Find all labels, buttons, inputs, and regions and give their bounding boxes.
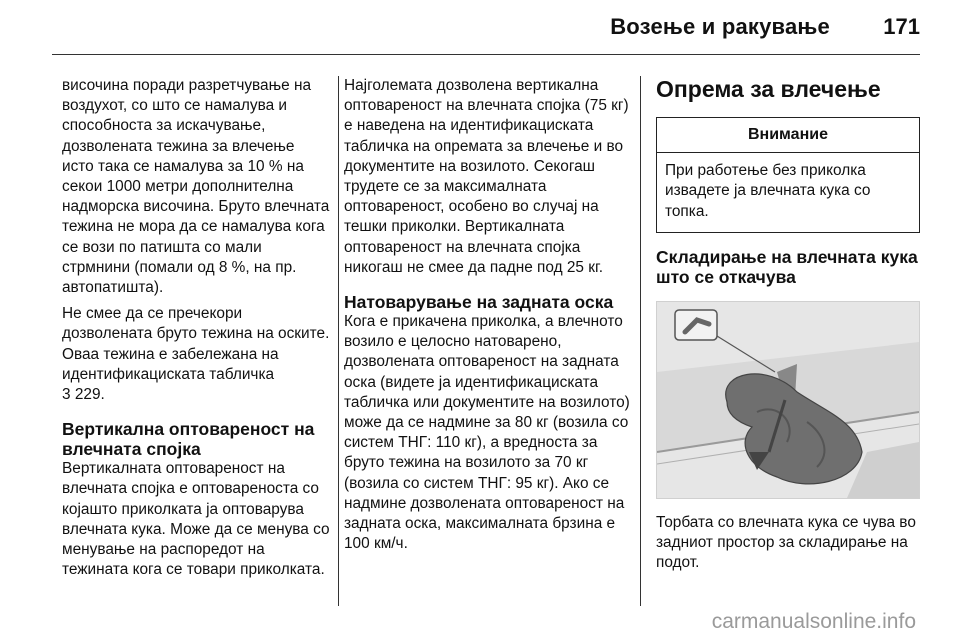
paragraph-vertical-load: Вертикалната оптовареност на влечната спојка е оптовареноста со којашто приколката ја оптоварува влечната кука. Може да се менува со менување на распоредот на тежината кога се товари приколката. — [62, 460, 330, 579]
column-middle — [344, 76, 630, 560]
heading-vertical-load: Вертикална оптовареност на влечната спојка — [62, 419, 315, 460]
warning-box — [656, 117, 920, 233]
paragraph-axle-weight — [62, 304, 330, 405]
header-divider — [52, 54, 920, 55]
paragraph-max-vertical-load: Најголемата дозволена вертикална оптовареност на влечната спојка (75 кг) е наведена на идентификациската табличка на опремата за влечење и во документите на возилото. Секогаш трудете се за максималната оптовареност, особено во случај на тешки приколки. Вертикалната оптовареност на влечната спојка никогаш не смее да падне под 25 кг. — [344, 77, 629, 276]
column-right — [656, 76, 920, 579]
towbar-bag-illustration — [656, 301, 920, 499]
watermark: carmanualsonline.info — [711, 610, 916, 633]
heading-rear-axle: Натоварување на задната оска — [344, 292, 614, 313]
column-divider — [338, 76, 339, 606]
page-number: 171 — [883, 14, 920, 39]
paragraph-rear-axle: Кога е прикачена приколка, а влечното возило е целосно натоварено, дозволената оптовареност на задната оска (видете ја идентификациската табличка или документите на возилото) може да се надмине за 80 кг (возила со систем ТНГ: 110 кг), а вредноста за бруто тежина на возилото за 70 кг (возила со систем ТНГ: 95 кг). Ако се надмине дозволената оптовареност на задната оска, максималната брзина е 100 км/ч. — [344, 313, 630, 553]
paragraph-axle-weight-text: Не смее да се пречекори дозволената бруто тежина на оските. Оваа тежина е забележана на идентификациската табличка — [62, 305, 330, 383]
warning-title: Внимание — [657, 118, 919, 153]
column-left — [62, 76, 330, 586]
heading-towing-equipment: Опрема за влечење — [656, 76, 881, 102]
heading-storage: Складирање на влечната кука што се откачува — [656, 246, 918, 287]
page-reference-icon: 3 — [62, 386, 71, 404]
figure-caption: Торбата со влечната кука се чува во задниот простор за складирање на подот. — [656, 513, 916, 572]
illustration-svg — [657, 302, 919, 498]
section-title: Возење и ракување — [610, 14, 830, 39]
column-divider — [640, 76, 641, 606]
warning-text: При работење без приколка извадете ја влечната кука со топка. — [665, 162, 871, 220]
page-reference[interactable]: 229. — [70, 386, 105, 404]
paragraph-altitude: височина поради разретчување на воздухот, со што се намалува и способноста за искачување, дозволената тежина за влечење исто така се намалува за 10 % на секои 1000 метри дополнителна надморска височина. Бруто влечната тежина не мора да се намалува кога се вози по патишта со мали стрмнини (помали од 8 %, на пр. автопатишта). — [62, 77, 330, 297]
